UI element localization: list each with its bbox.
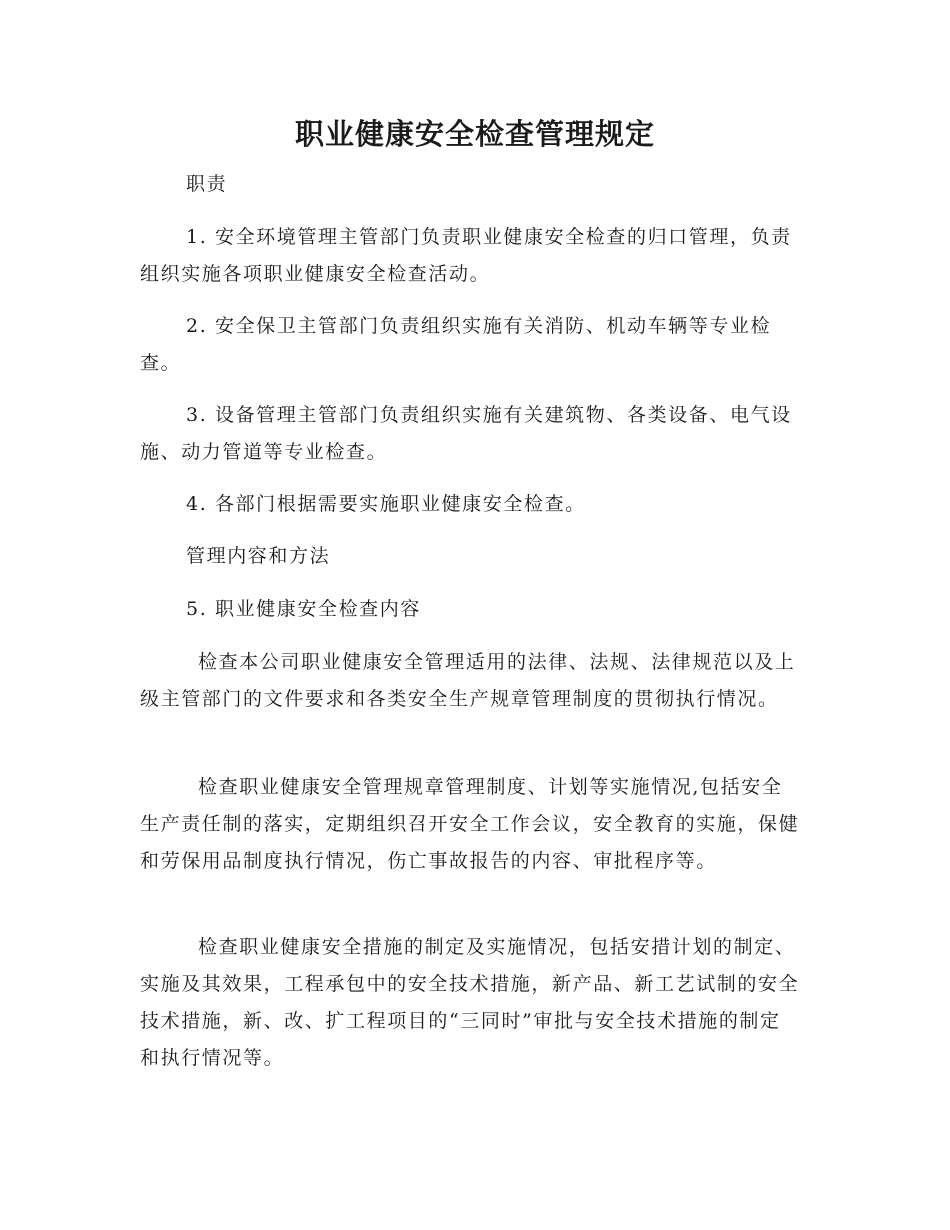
paragraph-content-measures: 检查职业健康安全措施的制定及实施情况，包括安措计划的制定、实施及其效果，工程承包中的安全技术措施，新产品、新工艺试制的安全技术措施，新、改、扩工程项目的“三同时”审批与安全技术措施的制定和执行情况等。 [140, 936, 800, 1069]
paragraph-content-laws: 检查本公司职业健康安全管理适用的法律、法规、法律规范以及上级主管部门的文件要求和各类安全生产规章管理制度的贯彻执行情况。 [140, 651, 796, 710]
paragraph-item-5: 5. 职业健康安全检查内容 [186, 598, 421, 620]
document-title: 职业健康安全检查管理规定 [294, 117, 655, 151]
paragraph-item-2: 2. 安全保卫主管部门负责组织实施有关消防、机动车辆等专业检查。 [140, 315, 772, 374]
paragraph-item-4: 4. 各部门根据需要实施职业健康安全检查。 [186, 493, 586, 515]
paragraph-item-1: 1. 安全环境管理主管部门负责职业健康安全检查的归口管理，负责组织实施各项职业健康安全检查活动。 [140, 226, 792, 285]
section-heading-methods: 管理内容和方法 [186, 545, 331, 567]
section-heading-duties: 职责 [186, 173, 228, 195]
paragraph-content-rules: 检查职业健康安全管理规章管理制度、计划等实施情况,包括安全生产责任制的落实，定期组织召开安全工作会议，安全教育的实施，保健和劳保用品制度执行情况，伤亡事故报告的内容、审批程序等。 [140, 776, 800, 872]
paragraph-item-3: 3. 设备管理主管部门负责组织实施有关建筑物、各类设备、电气设施、动力管道等专业检查。 [140, 404, 792, 463]
